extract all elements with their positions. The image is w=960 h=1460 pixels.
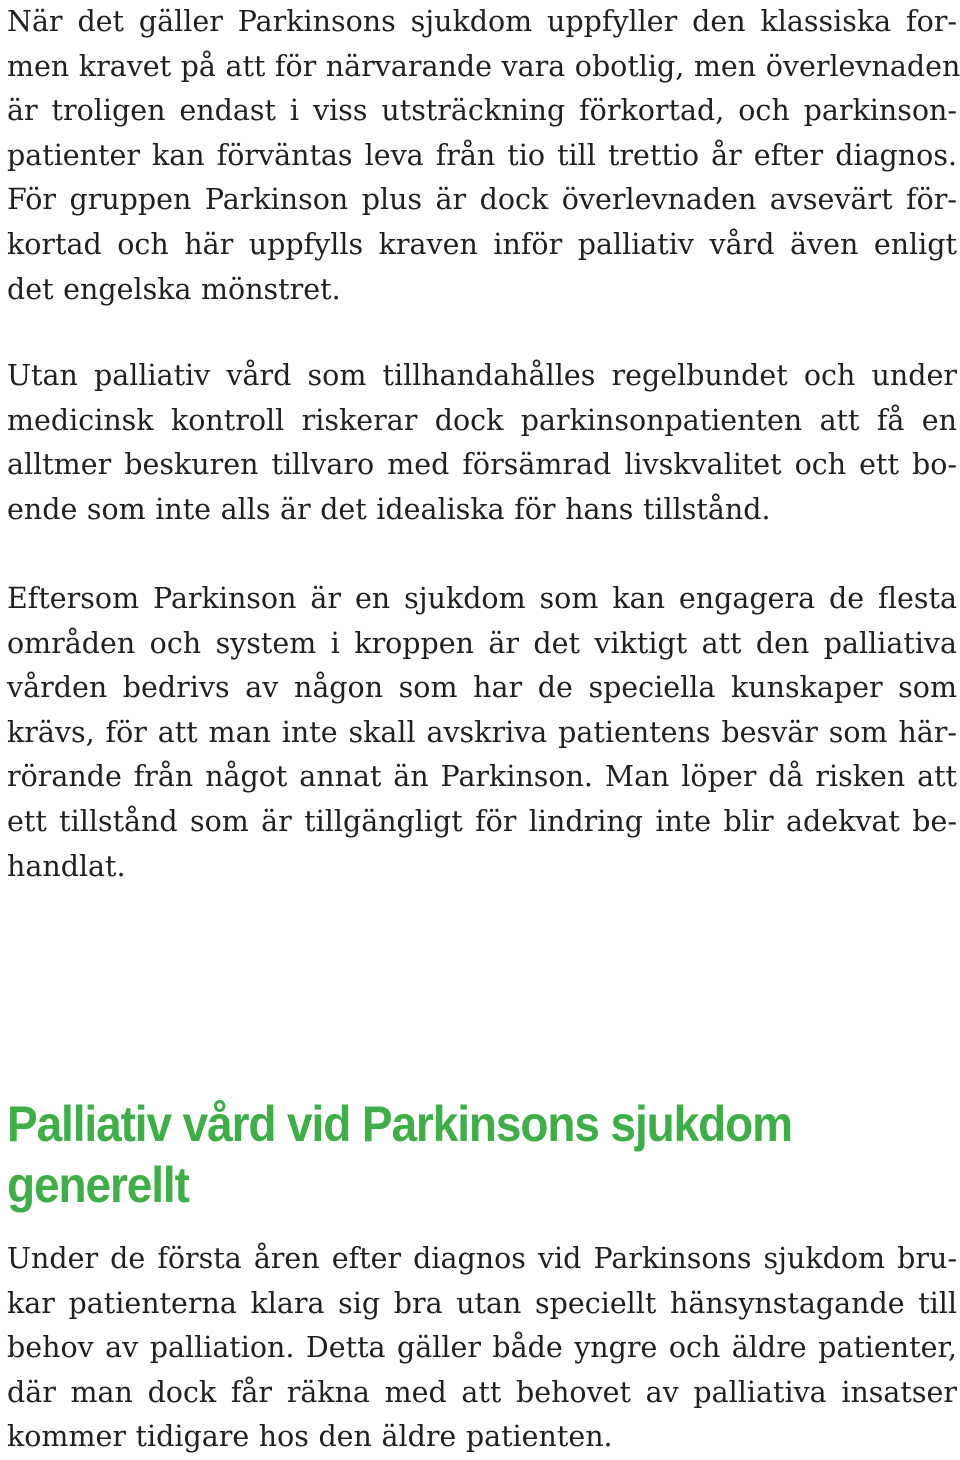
- text-line: rörande från något annat än Parkinson. Man löper då risken att: [7, 760, 957, 794]
- text-line: alltmer beskuren tillvaro med försämrad livskvalitet och ett bo-: [7, 448, 957, 482]
- text-line: Utan palliativ vård som tillhandahålles regelbundet och under: [7, 359, 957, 392]
- text-line: ett tillstånd som är tillgängligt för lindring inte blir adekvat be-: [7, 804, 957, 838]
- text-line: områden och system i kroppen är det viktigt att den palliativa: [7, 626, 957, 660]
- text-line: kortad och här uppfylls kraven inför palliativ vård även enligt: [7, 227, 957, 261]
- paragraph-specialist-knowledge: [7, 577, 957, 889]
- text-line: kommer tidigare hos den äldre patienten.: [7, 1420, 613, 1454]
- text-line: men kravet på att för närvarande vara obotlig, men överlevnaden: [7, 49, 960, 83]
- heading-line: generellt: [7, 1157, 189, 1213]
- text-line: vården bedrivs av någon som har de speciella kunskaper som: [7, 671, 957, 705]
- text-line: handlat.: [7, 849, 126, 883]
- text-line: är troligen endast i viss utsträckning förkortad, och parkinson-: [7, 94, 957, 128]
- heading-line: Palliativ vård vid Parkinsons sjukdom: [7, 1096, 792, 1152]
- section-heading: [7, 1094, 927, 1216]
- text-line: patienter kan förväntas leva från tio till trettio år efter diagnos.: [7, 138, 957, 172]
- text-line: Under de första åren efter diagnos vid Parkinsons sjukdom bru-: [7, 1242, 957, 1275]
- text-line: Eftersom Parkinson är en sjukdom som kan engagera de flesta: [7, 582, 957, 615]
- text-line: krävs, för att man inte skall avskriva patientens besvär som här-: [7, 715, 957, 749]
- text-line: För gruppen Parkinson plus är dock överlevnaden avsevärt för-: [7, 183, 957, 217]
- text-line: kar patienterna klara sig bra utan speciellt hänsynstagande till: [7, 1286, 957, 1320]
- text-line: behov av palliation. Detta gäller både yngre och äldre patienter,: [7, 1331, 957, 1365]
- text-line: det engelska mönstret.: [7, 272, 341, 306]
- paragraph-early-years: [7, 1237, 957, 1460]
- text-line: ende som inte alls är det idealiska för hans tillstånd.: [7, 492, 771, 526]
- text-line: När det gäller Parkinsons sjukdom uppfyller den klassiska for-: [7, 5, 957, 38]
- paragraph-parkinson-survival: [7, 0, 960, 312]
- text-line: medicinsk kontroll riskerar dock parkinsonpatienten att få en: [7, 403, 957, 437]
- paragraph-palliative-care-need: [7, 354, 957, 532]
- text-line: där man dock får räkna med att behovet av palliativa insatser: [7, 1375, 957, 1409]
